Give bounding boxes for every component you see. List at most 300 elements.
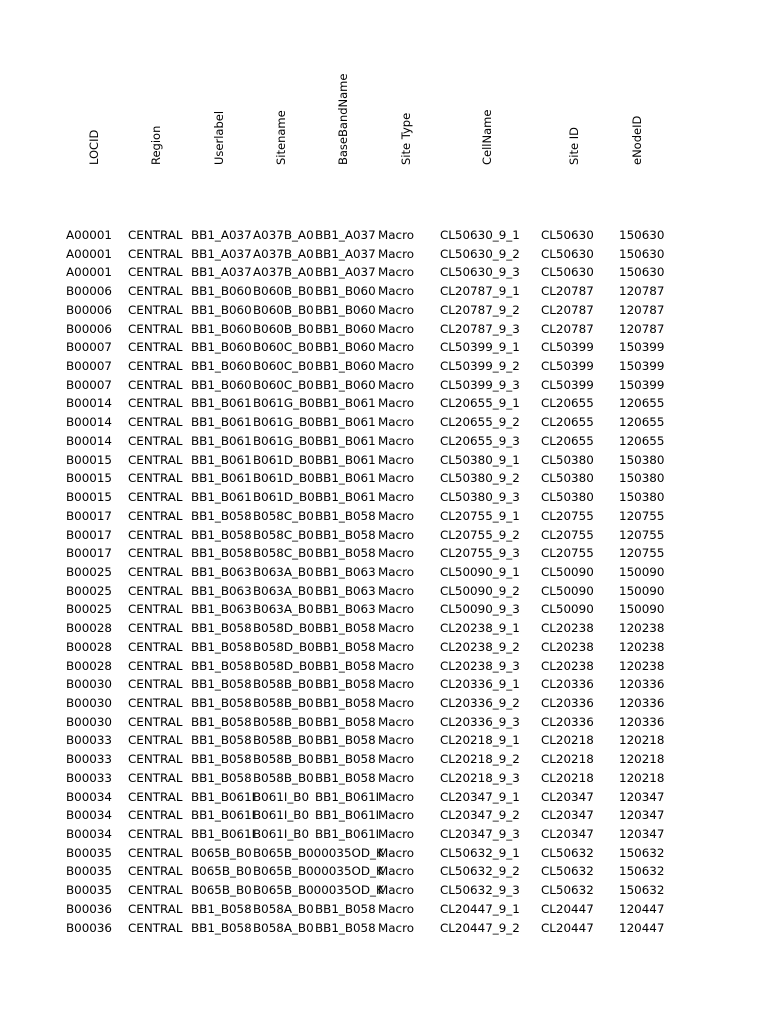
cell-sitename: B063A_B0 — [253, 583, 314, 598]
cell-site-type: Macro — [378, 471, 414, 486]
cell-basebandname: BB1_B063 — [315, 583, 376, 598]
cell-sitename: B061D_B0 — [253, 490, 315, 505]
cell-locid: B00014 — [66, 396, 112, 411]
cell-locid: A00001 — [66, 246, 112, 261]
cell-locid: B00006 — [66, 284, 112, 299]
cell-site-id: CL20787 — [541, 321, 594, 336]
cell-userlabel: BB1_B058 — [191, 752, 252, 767]
cell-basebandname: BB1_B061 — [315, 396, 376, 411]
cell-enodeid: 150090 — [619, 564, 665, 579]
cell-basebandname: BB1_B060 — [315, 340, 376, 355]
table-row — [0, 226, 768, 245]
cell-locid: B00034 — [66, 827, 112, 841]
table-row — [0, 919, 768, 938]
cell-site-type: Macro — [378, 302, 414, 317]
cell-userlabel: BB1_A037 — [191, 246, 252, 261]
cell-sitename: B061I_B0 — [253, 808, 310, 823]
cell-site-type: Macro — [378, 546, 414, 561]
cell-site-id: CL50380 — [541, 471, 594, 486]
table-row — [0, 657, 768, 676]
cell-region: CENTRAL — [128, 564, 183, 579]
cell-locid: B00034 — [66, 808, 112, 823]
cell-site-id: CL20218 — [541, 752, 594, 767]
cell-basebandname: BB1_B060 — [315, 321, 376, 336]
cell-site-id: CL20655 — [541, 433, 594, 448]
cell-basebandname: BB1_B061I — [315, 827, 380, 841]
cell-userlabel: BB1_B058 — [191, 621, 252, 636]
cell-enodeid: 120218 — [619, 733, 665, 748]
cell-region: CENTRAL — [128, 827, 183, 841]
cell-site-id: CL20218 — [541, 770, 594, 785]
cell-enodeid: 120336 — [619, 677, 665, 692]
cell-enodeid: 120755 — [619, 546, 665, 561]
cell-userlabel: BB1_B060 — [191, 321, 252, 336]
cell-enodeid: 120238 — [619, 639, 665, 654]
cell-userlabel: B065B_B0 — [191, 845, 252, 860]
cell-region: CENTRAL — [128, 883, 183, 898]
cell-locid: B00014 — [66, 433, 112, 448]
cell-userlabel: BB1_B058 — [191, 695, 252, 710]
cell-region: CENTRAL — [128, 845, 183, 860]
cell-region: CENTRAL — [128, 340, 183, 355]
cell-site-type: Macro — [378, 602, 414, 617]
cell-basebandname: BB1_B058 — [315, 658, 376, 673]
cell-basebandname: BB1_B063 — [315, 602, 376, 617]
cell-site-id: CL50090 — [541, 602, 594, 617]
cell-basebandname: BB1_B058 — [315, 752, 376, 767]
cell-site-type: Macro — [378, 583, 414, 598]
cell-region: CENTRAL — [128, 415, 183, 430]
cell-site-type: Macro — [378, 396, 414, 411]
cell-sitename: B058A_B0 — [253, 901, 314, 916]
cell-site-type: Macro — [378, 789, 414, 804]
cell-enodeid: 150380 — [619, 490, 665, 505]
cell-sitename: B061I_B0 — [253, 827, 310, 841]
cell-cellname: CL50632_9_3 — [440, 883, 520, 898]
table-row — [0, 881, 768, 900]
cell-enodeid: 120755 — [619, 508, 665, 523]
cell-locid: B00025 — [66, 564, 112, 579]
cell-cellname: CL50630_9_1 — [440, 228, 520, 242]
cell-userlabel: BB1_B063 — [191, 564, 252, 579]
cell-enodeid: 120787 — [619, 302, 665, 317]
cell-enodeid: 120336 — [619, 714, 665, 729]
cell-locid: B00017 — [66, 508, 112, 523]
cell-region: CENTRAL — [128, 284, 183, 299]
cell-region: CENTRAL — [128, 621, 183, 636]
cell-site-id: CL50090 — [541, 583, 594, 598]
cell-userlabel: BB1_B058 — [191, 508, 252, 523]
cell-sitename: B060C_B0 — [253, 377, 314, 392]
cell-locid: A00001 — [66, 265, 112, 280]
cell-region: CENTRAL — [128, 228, 183, 242]
cell-cellname: CL50630_9_3 — [440, 265, 520, 280]
cell-cellname: CL20218_9_2 — [440, 752, 520, 767]
cell-region: CENTRAL — [128, 677, 183, 692]
cell-site-type: Macro — [378, 490, 414, 505]
cell-region: CENTRAL — [128, 265, 183, 280]
table-row — [0, 451, 768, 470]
cell-enodeid: 150632 — [619, 883, 665, 898]
table-row — [0, 713, 768, 732]
cell-cellname: CL50090_9_2 — [440, 583, 520, 598]
cell-cellname: CL50380_9_3 — [440, 490, 520, 505]
cell-basebandname: BB1_B061 — [315, 452, 376, 467]
cell-site-type: Macro — [378, 452, 414, 467]
table-row — [0, 731, 768, 750]
cell-userlabel: BB1_B058 — [191, 658, 252, 673]
cell-cellname: CL20218_9_1 — [440, 733, 520, 748]
cell-site-type: Macro — [378, 864, 414, 879]
cell-locid: B00007 — [66, 340, 112, 355]
cell-locid: B00033 — [66, 752, 112, 767]
cell-cellname: CL20655_9_3 — [440, 433, 520, 448]
cell-site-id: CL50632 — [541, 864, 594, 879]
table-row — [0, 413, 768, 432]
cell-sitename: B058B_B0 — [253, 695, 314, 710]
cell-sitename: B058D_B0 — [253, 658, 315, 673]
cell-region: CENTRAL — [128, 546, 183, 561]
cell-enodeid: 150399 — [619, 359, 665, 374]
cell-region: CENTRAL — [128, 714, 183, 729]
cell-cellname: CL20336_9_2 — [440, 695, 520, 710]
cell-site-id: CL20755 — [541, 546, 594, 561]
cell-userlabel: BB1_B058 — [191, 546, 252, 561]
header-userlabel — [209, 0, 229, 225]
cell-sitename: B058B_B0 — [253, 752, 314, 767]
cell-cellname: CL20655_9_1 — [440, 396, 520, 411]
cell-region: CENTRAL — [128, 321, 183, 336]
cell-sitename: B058C_B0 — [253, 546, 314, 561]
cell-locid: B00035 — [66, 883, 112, 898]
cell-userlabel: BB1_B060 — [191, 284, 252, 299]
cell-locid: B00028 — [66, 658, 112, 673]
table-row — [0, 769, 768, 788]
cell-userlabel: B065B_B0 — [191, 883, 252, 898]
cell-cellname: CL20447_9_2 — [440, 920, 520, 935]
cell-cellname: CL20218_9_3 — [440, 770, 520, 785]
cell-basebandname: BB1_B058 — [315, 527, 376, 542]
cell-enodeid: 120755 — [619, 527, 665, 542]
cell-region: CENTRAL — [128, 377, 183, 392]
cell-sitename: B065B_B000035OD_K — [253, 883, 384, 898]
cell-cellname: CL20447_9_1 — [440, 901, 520, 916]
table-row — [0, 619, 768, 638]
cell-sitename: B058B_B0 — [253, 677, 314, 692]
cell-basebandname: BB1_B061 — [315, 415, 376, 430]
cell-sitename: B061G_B0 — [253, 433, 315, 448]
cell-basebandname: BB1_B058 — [315, 901, 376, 916]
cell-locid: B00030 — [66, 677, 112, 692]
cell-site-type: Macro — [378, 415, 414, 430]
cell-site-id: CL20218 — [541, 733, 594, 748]
table-row — [0, 320, 768, 339]
cell-site-id: CL20755 — [541, 527, 594, 542]
table-row — [0, 862, 768, 881]
cell-site-type: Macro — [378, 433, 414, 448]
cell-cellname: CL20787_9_2 — [440, 302, 520, 317]
cell-cellname: CL50090_9_1 — [440, 564, 520, 579]
cell-basebandname: BB1_B061 — [315, 471, 376, 486]
data-rows — [0, 226, 768, 937]
cell-userlabel: BB1_B061 — [191, 490, 252, 505]
header-enodeid-label: eNodeID — [630, 115, 644, 165]
cell-enodeid: 150090 — [619, 583, 665, 598]
cell-sitename: B061D_B0 — [253, 452, 315, 467]
cell-enodeid: 120238 — [619, 621, 665, 636]
cell-enodeid: 120787 — [619, 321, 665, 336]
table-row — [0, 245, 768, 264]
cell-site-id: CL20447 — [541, 920, 594, 935]
cell-locid: B00017 — [66, 527, 112, 542]
cell-site-id: CL50399 — [541, 340, 594, 355]
cell-site-type: Macro — [378, 246, 414, 261]
cell-basebandname: BB1_B061I — [315, 808, 380, 823]
cell-site-id: CL50380 — [541, 452, 594, 467]
cell-region: CENTRAL — [128, 359, 183, 374]
cell-cellname: CL20755_9_2 — [440, 527, 520, 542]
table-row — [0, 469, 768, 488]
cell-sitename: B061G_B0 — [253, 396, 315, 411]
cell-locid: B00035 — [66, 864, 112, 879]
cell-userlabel: BB1_B063 — [191, 583, 252, 598]
cell-locid: A00001 — [66, 228, 112, 242]
cell-region: CENTRAL — [128, 396, 183, 411]
cell-enodeid: 150380 — [619, 471, 665, 486]
cell-userlabel: BB1_B063 — [191, 602, 252, 617]
cell-site-type: Macro — [378, 920, 414, 935]
cell-site-id: CL20336 — [541, 714, 594, 729]
header-site-type-label: Site Type — [399, 112, 413, 165]
cell-userlabel: BB1_B058 — [191, 527, 252, 542]
cell-region: CENTRAL — [128, 583, 183, 598]
cell-sitename: B060B_B0 — [253, 302, 314, 317]
cell-locid: B00035 — [66, 845, 112, 860]
cell-sitename: B061D_B0 — [253, 471, 315, 486]
cell-cellname: CL50399_9_1 — [440, 340, 520, 355]
table-row — [0, 788, 768, 807]
cell-site-id: CL20347 — [541, 808, 594, 823]
cell-cellname: CL20238_9_1 — [440, 621, 520, 636]
cell-site-type: Macro — [378, 340, 414, 355]
cell-userlabel: BB1_B060 — [191, 359, 252, 374]
header-site-type — [396, 0, 416, 225]
cell-enodeid: 120238 — [619, 658, 665, 673]
cell-region: CENTRAL — [128, 770, 183, 785]
table-row — [0, 432, 768, 451]
cell-site-type: Macro — [378, 752, 414, 767]
cell-locid: B00006 — [66, 302, 112, 317]
cell-basebandname: BB1_B061I — [315, 789, 380, 804]
cell-enodeid: 150399 — [619, 340, 665, 355]
table-row — [0, 675, 768, 694]
cell-site-id: CL50632 — [541, 845, 594, 860]
cell-region: CENTRAL — [128, 808, 183, 823]
table-row — [0, 694, 768, 713]
cell-enodeid: 150632 — [619, 864, 665, 879]
header-sitename-label: Sitename — [274, 110, 288, 165]
cell-locid: B00015 — [66, 452, 112, 467]
table-row — [0, 582, 768, 601]
cell-site-type: Macro — [378, 621, 414, 636]
cell-locid: B00025 — [66, 583, 112, 598]
table-row — [0, 376, 768, 395]
cell-userlabel: B065B_B0 — [191, 864, 252, 879]
header-region-label: Region — [149, 125, 163, 165]
cell-sitename: B061I_B0 — [253, 789, 310, 804]
cell-cellname: CL20655_9_2 — [440, 415, 520, 430]
cell-site-id: CL50380 — [541, 490, 594, 505]
table-row — [0, 544, 768, 563]
cell-locid: B00036 — [66, 920, 112, 935]
cell-enodeid: 120655 — [619, 396, 665, 411]
table-row — [0, 600, 768, 619]
cell-cellname: CL20347_9_3 — [440, 827, 520, 841]
cell-sitename: B058D_B0 — [253, 621, 315, 636]
table-row — [0, 806, 768, 825]
cell-site-type: Macro — [378, 733, 414, 748]
cell-sitename: A037B_A0 — [253, 265, 314, 280]
table-row — [0, 357, 768, 376]
cell-basebandname: BB1_B058 — [315, 546, 376, 561]
cell-cellname: CL20787_9_3 — [440, 321, 520, 336]
cell-enodeid: 120447 — [619, 920, 665, 935]
header-basebandname-label: BaseBandName — [336, 73, 350, 165]
cell-enodeid: 150630 — [619, 228, 665, 242]
cell-userlabel: BB1_B061 — [191, 396, 252, 411]
cell-sitename: B060C_B0 — [253, 340, 314, 355]
cell-userlabel: BB1_B058 — [191, 901, 252, 916]
cell-site-type: Macro — [378, 770, 414, 785]
cell-site-id: CL20787 — [541, 284, 594, 299]
cell-cellname: CL20238_9_3 — [440, 658, 520, 673]
table-row — [0, 750, 768, 769]
cell-userlabel: BB1_B058 — [191, 639, 252, 654]
cell-userlabel: BB1_B061 — [191, 452, 252, 467]
cell-sitename: B065B_B000035OD_K — [253, 864, 384, 879]
cell-locid: B00028 — [66, 639, 112, 654]
cell-cellname: CL20347_9_1 — [440, 789, 520, 804]
cell-enodeid: 150632 — [619, 845, 665, 860]
cell-site-id: CL50630 — [541, 246, 594, 261]
cell-site-type: Macro — [378, 377, 414, 392]
cell-enodeid: 120347 — [619, 827, 665, 841]
cell-cellname: CL50632_9_1 — [440, 845, 520, 860]
cell-locid: B00030 — [66, 714, 112, 729]
cell-enodeid: 120218 — [619, 752, 665, 767]
cell-basebandname: BB1_B058 — [315, 733, 376, 748]
table-row — [0, 844, 768, 863]
cell-cellname: CL20238_9_2 — [440, 639, 520, 654]
cell-site-id: CL20447 — [541, 901, 594, 916]
cell-sitename: B058C_B0 — [253, 527, 314, 542]
cell-region: CENTRAL — [128, 901, 183, 916]
cell-locid: B00034 — [66, 789, 112, 804]
header-locid — [84, 0, 104, 225]
cell-basebandname: BB1_A037 — [315, 228, 376, 242]
cell-cellname: CL20755_9_3 — [440, 546, 520, 561]
cell-userlabel: BB1_B061I — [191, 808, 256, 823]
cell-site-id: CL50399 — [541, 377, 594, 392]
cell-userlabel: BB1_B060 — [191, 302, 252, 317]
cell-cellname: CL20347_9_2 — [440, 808, 520, 823]
cell-site-type: Macro — [378, 677, 414, 692]
cell-basebandname: BB1_A037 — [315, 265, 376, 280]
cell-basebandname: BB1_B058 — [315, 677, 376, 692]
cell-region: CENTRAL — [128, 602, 183, 617]
cell-locid: B00006 — [66, 321, 112, 336]
header-cellname-label: CellName — [480, 109, 494, 165]
cell-site-type: Macro — [378, 714, 414, 729]
cell-region: CENTRAL — [128, 920, 183, 935]
cell-sitename: B058D_B0 — [253, 639, 315, 654]
cell-site-id: CL20336 — [541, 695, 594, 710]
cell-basebandname: BB1_B063 — [315, 564, 376, 579]
cell-cellname: CL20755_9_1 — [440, 508, 520, 523]
cell-basebandname — [315, 862, 377, 881]
cell-locid: B00030 — [66, 695, 112, 710]
cell-sitename: A037B_A0 — [253, 246, 314, 261]
cell-locid: B00015 — [66, 471, 112, 486]
cell-basebandname — [315, 881, 377, 900]
cell-basebandname: BB1_B058 — [315, 714, 376, 729]
cell-sitename: B058A_B0 — [253, 920, 314, 935]
cell-site-id: CL20755 — [541, 508, 594, 523]
header-sitename — [271, 0, 291, 225]
cell-sitename: B060C_B0 — [253, 359, 314, 374]
cell-basebandname: BB1_A037 — [315, 246, 376, 261]
cell-site-id: CL20655 — [541, 415, 594, 430]
cell-cellname: CL50630_9_2 — [440, 246, 520, 261]
cell-sitename: B058B_B0 — [253, 733, 314, 748]
cell-sitename: B065B_B000035OD_K — [253, 845, 384, 860]
cell-site-id: CL20238 — [541, 658, 594, 673]
table-row — [0, 526, 768, 545]
cell-site-id: CL20238 — [541, 639, 594, 654]
cell-userlabel: BB1_A037 — [191, 228, 252, 242]
cell-userlabel: BB1_B058 — [191, 677, 252, 692]
cell-basebandname: BB1_B058 — [315, 695, 376, 710]
header-site-id-label: Site ID — [567, 127, 581, 165]
cell-site-type: Macro — [378, 564, 414, 579]
header-locid-label: LOCID — [87, 129, 101, 165]
cell-enodeid: 150380 — [619, 452, 665, 467]
table-row — [0, 563, 768, 582]
header-region — [146, 0, 166, 225]
table-row — [0, 338, 768, 357]
cell-region: CENTRAL — [128, 639, 183, 654]
cell-userlabel: BB1_B060 — [191, 377, 252, 392]
cell-basebandname: BB1_B060 — [315, 284, 376, 299]
cell-basebandname: BB1_B060 — [315, 377, 376, 392]
cell-site-id: CL50399 — [541, 359, 594, 374]
cell-userlabel: BB1_B061 — [191, 471, 252, 486]
cell-sitename: A037B_A0 — [253, 228, 314, 242]
cell-basebandname: BB1_B058 — [315, 621, 376, 636]
cell-basebandname: BB1_B058 — [315, 639, 376, 654]
cell-userlabel: BB1_B061I — [191, 789, 256, 804]
cell-region: CENTRAL — [128, 490, 183, 505]
cell-site-type: Macro — [378, 527, 414, 542]
cell-site-type: Macro — [378, 827, 414, 841]
cell-site-id: CL20787 — [541, 302, 594, 317]
cell-userlabel: BB1_B061I — [191, 827, 256, 841]
cell-site-type: Macro — [378, 845, 414, 860]
table-row — [0, 638, 768, 657]
cell-enodeid: 120347 — [619, 808, 665, 823]
cell-locid: B00033 — [66, 733, 112, 748]
cell-basebandname: BB1_B061 — [315, 433, 376, 448]
